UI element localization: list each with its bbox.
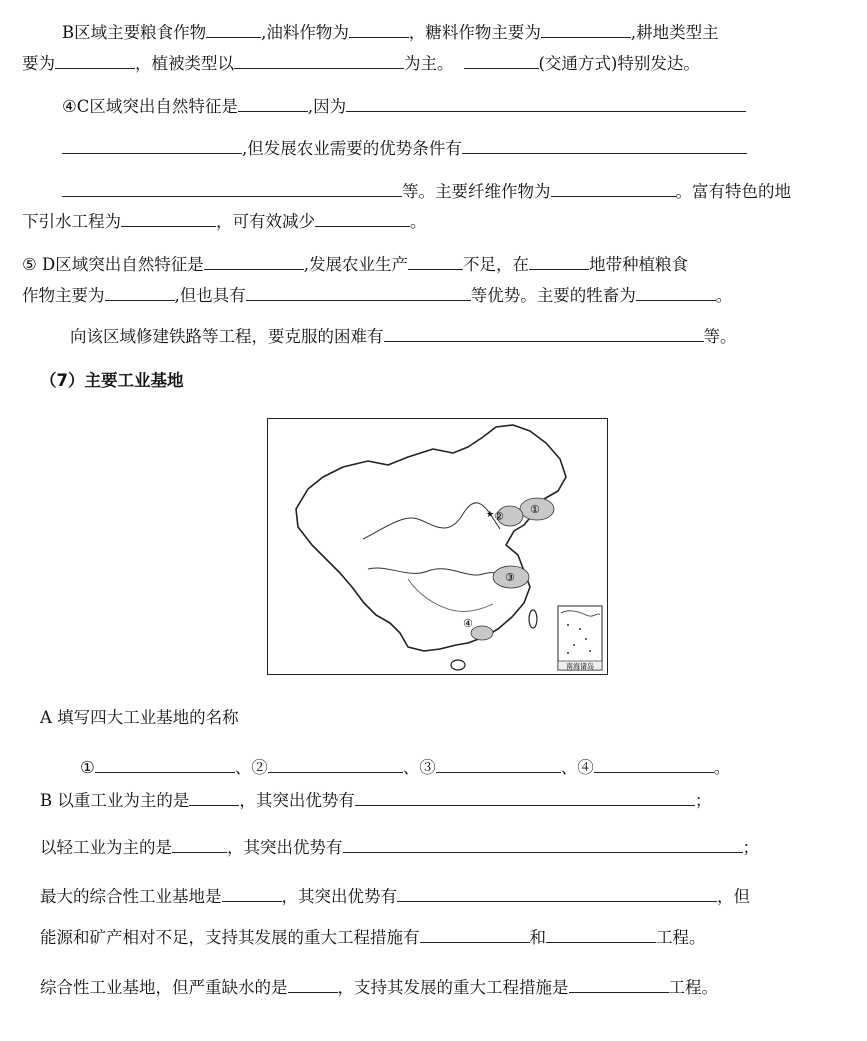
blank-field[interactable] xyxy=(384,325,704,342)
taiwan-island xyxy=(529,610,537,628)
blank-field[interactable] xyxy=(105,284,175,301)
section-c-line-4 xyxy=(22,210,427,233)
text: ； xyxy=(742,838,759,857)
blank-field[interactable] xyxy=(408,253,463,270)
text: 工程。 xyxy=(656,928,706,947)
text: 等。 xyxy=(703,327,737,346)
text: ④C区域突出自然特征是 xyxy=(62,97,238,116)
text: 地带种植粮食 xyxy=(589,255,689,274)
text: 、④ xyxy=(560,758,594,777)
text: ，可有效减少 xyxy=(216,212,315,231)
text: B 以重工业为主的是 xyxy=(40,791,190,810)
blank-field[interactable] xyxy=(349,21,409,38)
map-label-3: ③ xyxy=(505,571,515,584)
blank-field[interactable] xyxy=(62,180,402,197)
text: ,因为 xyxy=(307,97,347,116)
section-c-line-3 xyxy=(62,180,791,203)
text: 以轻工业为主的是 xyxy=(40,838,172,857)
text: 向该区域修建铁路等工程，要克服的困难有 xyxy=(70,327,384,346)
map-label-1: ① xyxy=(530,503,540,516)
blank-field[interactable] xyxy=(55,52,135,69)
blank-field[interactable] xyxy=(636,284,716,301)
text: ，其突出优势有 xyxy=(239,791,355,810)
capital-star: ★ xyxy=(486,510,495,520)
industrial-bases-map xyxy=(267,418,608,675)
text: ,但发展农业需要的优势条件有 xyxy=(242,139,462,158)
section-d-line-3 xyxy=(70,325,737,348)
text: 综合性工业基地，但严重缺水的是 xyxy=(40,978,288,997)
blank-field[interactable] xyxy=(551,180,676,197)
text: ，其突出优势有 xyxy=(227,838,343,857)
blank-field[interactable] xyxy=(343,836,743,853)
text: ，植被类型以 xyxy=(135,54,234,73)
blank-field[interactable] xyxy=(420,926,530,943)
text: ,耕地类型主 xyxy=(630,23,719,42)
question-b-water xyxy=(40,976,718,999)
blank-field[interactable] xyxy=(234,52,404,69)
section-b-line-2 xyxy=(22,52,700,75)
inset-caption: 南海诸岛 xyxy=(566,662,594,671)
text: 、② xyxy=(234,758,268,777)
section-d-line-1 xyxy=(22,253,688,276)
text: 等。主要纤维作物为 xyxy=(402,182,551,201)
china-map-svg xyxy=(268,419,609,676)
text: 、③ xyxy=(402,758,436,777)
blank-field[interactable] xyxy=(206,21,261,38)
blank-field[interactable] xyxy=(222,885,282,902)
question-b-largest-2 xyxy=(40,926,706,949)
question-a-items xyxy=(80,756,730,779)
section-heading: （7）主要工业基地 xyxy=(40,371,184,390)
text: 能源和矿产相对不足，支持其发展的重大工程措施有 xyxy=(40,928,420,947)
blank-field[interactable] xyxy=(464,52,539,69)
blank-field[interactable] xyxy=(546,926,656,943)
blank-field[interactable] xyxy=(355,789,695,806)
text: ,但也具有 xyxy=(174,286,246,305)
blank-field[interactable] xyxy=(62,137,242,154)
blank-field[interactable] xyxy=(462,137,747,154)
text: ，糖料作物主要为 xyxy=(408,23,541,42)
text: 作物主要为 xyxy=(22,286,105,305)
map-label-2: ② xyxy=(494,510,504,523)
question-b-light xyxy=(40,836,759,859)
section-d-line-2 xyxy=(22,284,732,307)
south-china-sea-inset xyxy=(558,606,602,670)
text: ,发展农业生产 xyxy=(303,255,409,274)
text: (交通方式)特别发达。 xyxy=(538,54,700,73)
text: ； xyxy=(694,791,712,810)
blank-base-4[interactable] xyxy=(594,756,714,773)
blank-field[interactable] xyxy=(172,836,227,853)
text: 。 xyxy=(713,758,731,777)
blank-field[interactable] xyxy=(346,95,746,112)
blank-base-1[interactable] xyxy=(95,756,235,773)
blank-base-3[interactable] xyxy=(436,756,561,773)
blank-field[interactable] xyxy=(541,21,631,38)
region-4-zhujiang xyxy=(471,626,493,640)
section-b-line-1 xyxy=(62,21,719,44)
text: B区域主要粮食作物 xyxy=(62,23,207,42)
text: 等优势。主要的牲畜为 xyxy=(470,286,636,305)
text: 为主。 xyxy=(404,54,454,73)
hainan-island xyxy=(451,660,465,670)
china-outline xyxy=(296,425,566,651)
blank-field[interactable] xyxy=(397,885,717,902)
blank-field[interactable] xyxy=(529,253,589,270)
blank-field[interactable] xyxy=(569,976,669,993)
text: 不足，在 xyxy=(463,255,530,274)
text: 。富有特色的地 xyxy=(675,182,791,201)
blank-field[interactable] xyxy=(189,789,239,806)
text: ，支持其发展的重大工程措施是 xyxy=(337,978,569,997)
text: 要为 xyxy=(22,54,55,73)
text: ,油料作物为 xyxy=(261,23,349,42)
blank-field[interactable] xyxy=(315,210,410,227)
section-c-line-1 xyxy=(62,95,746,118)
question-b-heavy xyxy=(40,789,711,812)
question-a-title: A 填写四大工业基地的名称 xyxy=(40,708,239,727)
blank-base-2[interactable] xyxy=(268,756,403,773)
blank-field[interactable] xyxy=(121,210,216,227)
map-label-4: ④ xyxy=(463,617,473,630)
blank-field[interactable] xyxy=(238,95,308,112)
text: 。 xyxy=(410,212,427,231)
text: 最大的综合性工业基地是 xyxy=(40,887,222,906)
text: ，但 xyxy=(717,887,750,906)
section-c-line-2 xyxy=(62,137,747,160)
text: ① xyxy=(80,758,95,777)
text: 下引水工程为 xyxy=(22,212,121,231)
blank-field[interactable] xyxy=(204,253,304,270)
text: 。 xyxy=(715,286,733,305)
text: 和 xyxy=(529,928,546,947)
text: ，其突出优势有 xyxy=(281,887,397,906)
text: 工程。 xyxy=(668,978,718,997)
blank-field[interactable] xyxy=(288,976,338,993)
blank-field[interactable] xyxy=(246,284,471,301)
question-b-largest xyxy=(40,885,750,908)
text: ⑤ D区域突出自然特征是 xyxy=(22,255,204,274)
